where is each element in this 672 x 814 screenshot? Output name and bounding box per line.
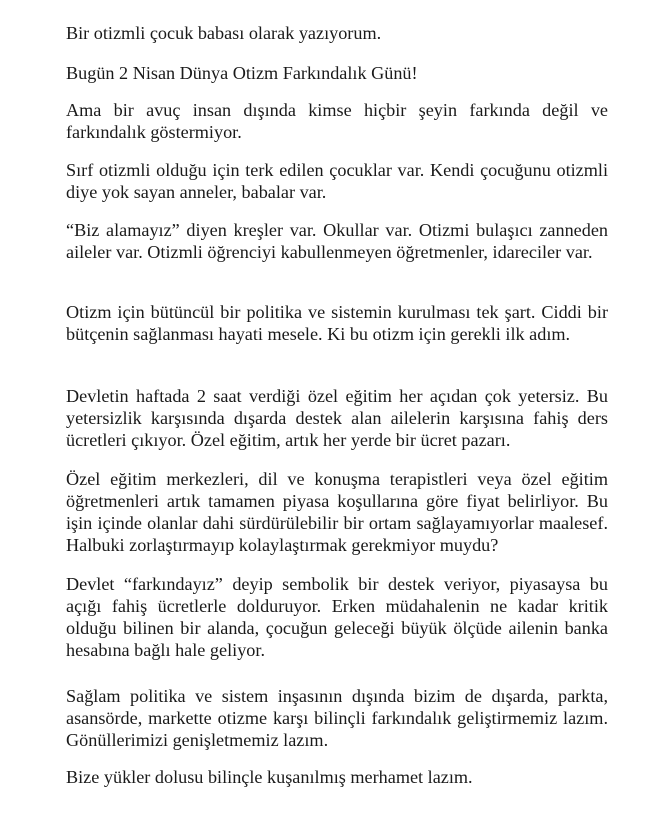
paragraph-1: Bir otizmli çocuk babası olarak yazıyorum.	[66, 23, 382, 43]
paragraph-9: Devlet “farkındayız” deyip sembolik bir destek veriyor, piyasaysa bu açığı fahiş ücretlerle dolduruyor. Erken müdahalenin ne kadar kritik olduğu bilinen bir alanda, çocuğun geleceği büyük ölçüde ailenin banka hesabına bağlı hale geliyor.	[66, 574, 608, 660]
paragraph-8: Özel eğitim merkezleri, dil ve konuşma terapistleri veya özel eğitim öğretmenleri artık tamamen piyasa koşullarına göre fiyat belirliyor. Bu işin içinde olanlar dahi sürdürülebilir bir ortam sağlayamıyorlar maalesef. Halbuki zorlaştırmayıp kolaylaştırmak gerekmiyor muydu?	[66, 469, 608, 555]
paragraph-3: Ama bir avuç insan dışında kimse hiçbir şeyin farkında değil ve farkındalık göstermiyor.	[66, 100, 608, 142]
paragraph-4: Sırf otizmli olduğu için terk edilen çocuklar var. Kendi çocuğunu otizmli diye yok sayan anneler, babalar var.	[66, 160, 608, 202]
paragraph-7: Devletin haftada 2 saat verdiği özel eğitim her açıdan çok yetersiz. Bu yetersizlik karşısında dışarda destek alan ailelerin karşısına fahiş ders ücretleri çıkıyor. Özel eğitim, artık her yerde bir ücret pazarı.	[66, 386, 608, 450]
paragraph-2: Bugün 2 Nisan Dünya Otizm Farkındalık Günü!	[66, 63, 418, 83]
paragraph-6: Otizm için bütüncül bir politika ve sistemin kurulması tek şart. Ciddi bir bütçenin sağlanması hayati mesele. Ki bu otizm için gerekli ilk adım.	[66, 302, 608, 344]
paragraph-11: Bize yükler dolusu bilinçle kuşanılmış merhamet lazım.	[66, 767, 473, 787]
paragraph-10: Sağlam politika ve sistem inşasının dışında bizim de dışarda, parkta, asansörde, markette otizme karşı bilinçli farkındalık geliştirmemiz lazım. Gönüllerimizi genişletmemiz lazım.	[66, 686, 608, 750]
paragraph-5: “Biz alamayız” diyen kreşler var. Okullar var. Otizmi bulaşıcı zanneden aileler var. Otizmli öğrenciyi kabullenmeyen öğretmenler, idareciler var.	[66, 220, 608, 262]
